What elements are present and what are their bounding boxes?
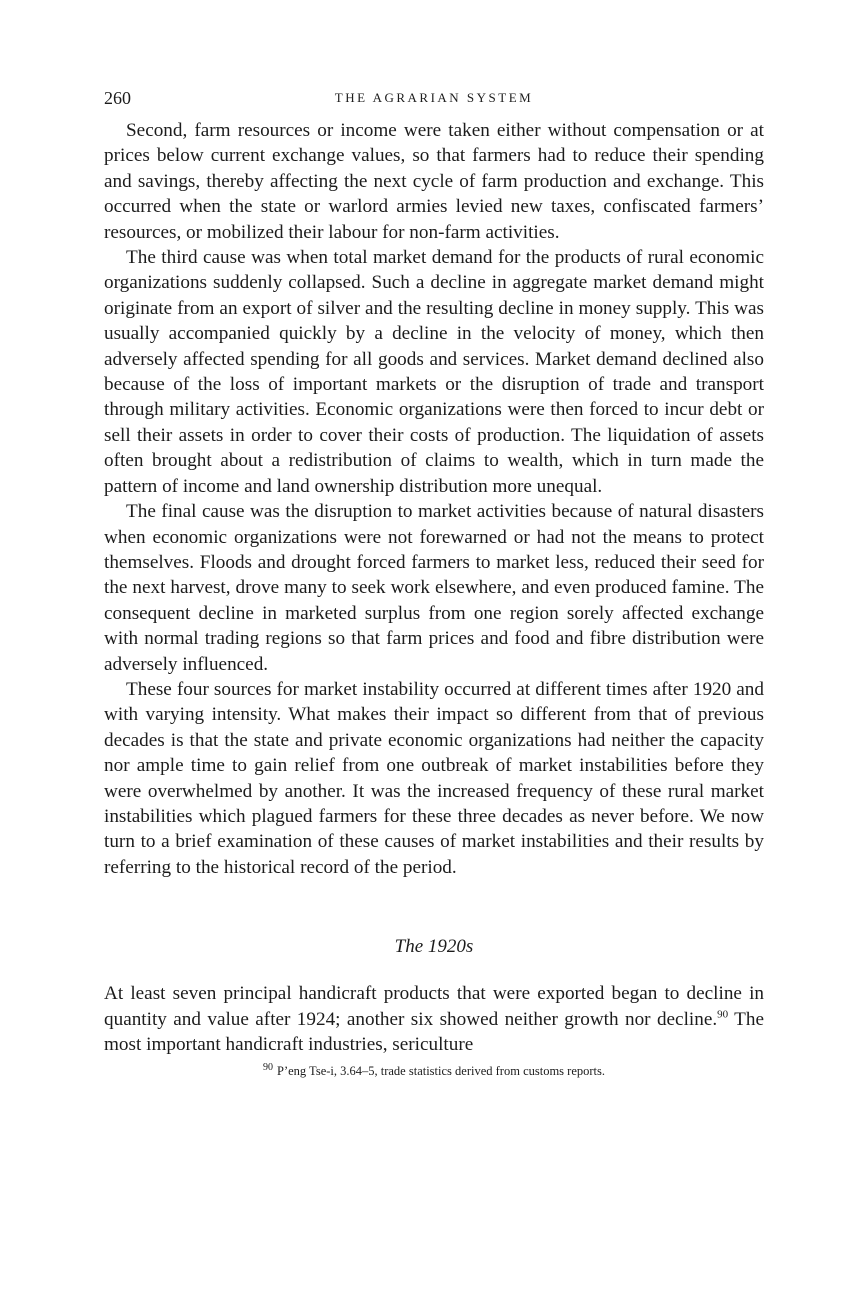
footnote-text: P’eng Tse-i, 3.64–5, trade statistics derived from customs reports. — [277, 1064, 605, 1079]
paragraph-text: At least seven principal handicraft products that were exported began to decline in quantity and value after 1924; another six showed neither growth nor decline. — [104, 983, 764, 1030]
footnote-reference[interactable]: 90 — [717, 1008, 729, 1021]
page — [104, 88, 764, 1079]
paragraph: These four sources for market instability occurred at different times after 1920 and with varying intensity. What makes their impact so different from that of previous decades is that the state and private economic organizations had neither the capacity nor ample time to gain relief from one outbreak of market instabilities before they were overwhelmed by another. It was the increased frequency of these rural market instabilities which plagued farmers for these three decades as never before. We now turn to a brief examination of these causes of market instabilities and their results by referring to the historical record of the period. — [104, 678, 764, 878]
paragraph: The final cause was the disruption to market activities because of natural disasters when economic organizations were not forewarned or had not the means to protect themselves. Floods and drought forced farmers to market less, reduced their seed for the next harvest, drove many to seek work elsewhere, and even produced famine. The consequent decline in marketed surplus from one region sorely affected exchange with normal trading regions so that farm prices and food and fibre distribution were adversely influenced. — [104, 501, 764, 675]
page-number: 260 — [104, 88, 131, 108]
footnote-marker: 90 — [263, 1062, 273, 1074]
body-text — [104, 118, 764, 880]
section-heading: The 1920s — [394, 936, 474, 958]
section-body — [104, 981, 764, 1057]
running-head — [104, 88, 764, 114]
running-title: THE AGRARIAN SYSTEM — [334, 90, 534, 105]
paragraph-text-continued: The most important handicraft industries, sericulture — [104, 1008, 765, 1055]
footnote — [104, 1063, 764, 1079]
paragraph: Second, farm resources or income were taken either without compensation or at prices below current exchange values, so that farmers had to reduce their spending and savings, thereby affecting the next cycle of farm production and exchange. This occurred when the state or warlord armies levied new taxes, confiscated farmers’ resources, or mobilized their labour for non-farm activities. — [104, 120, 764, 243]
paragraph — [104, 981, 764, 1057]
paragraph: The third cause was when total market demand for the products of rural economic organizations suddenly collapsed. Such a decline in aggregate market demand might originate from an export of silver and the resulting decline in money supply. This was usually accompanied quickly by a decline in the velocity of money, which then adversely affected spending for all goods and services. Market demand declined also because of the loss of important markets or the disruption of trade and transport through military activities. Economic organizations were then forced to incur debt or sell their assets in order to cover their costs of production. The liquidation of assets often brought about a redistribution of claims to wealth, which in turn made the pattern of income and land ownership distribution more unequal. — [104, 247, 764, 497]
